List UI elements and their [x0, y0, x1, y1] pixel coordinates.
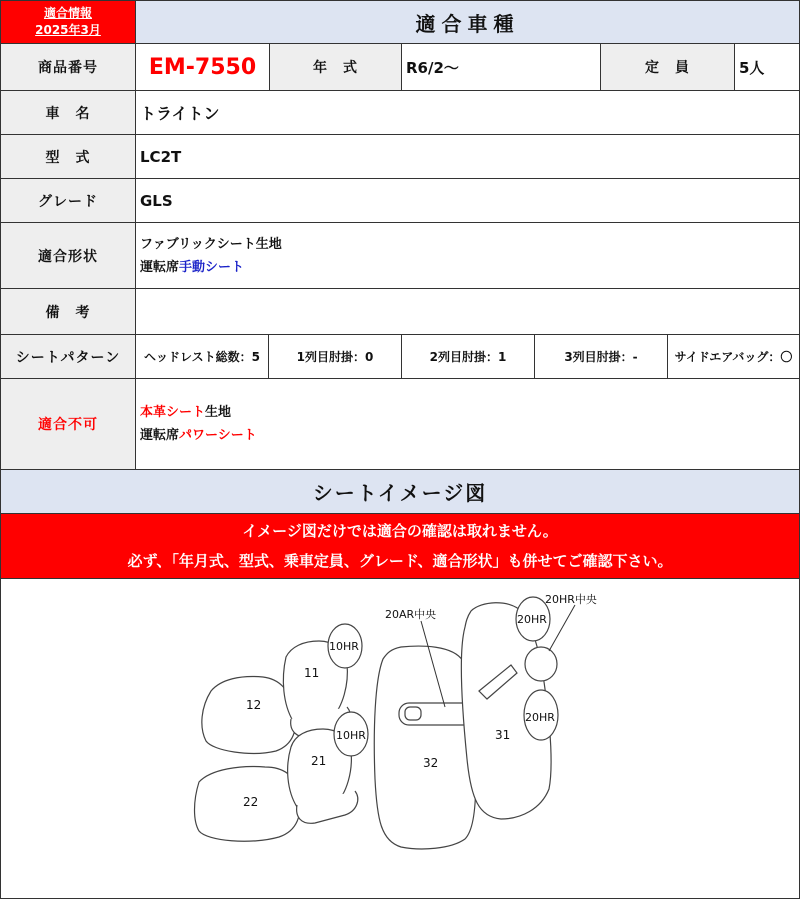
unfit-value: [135, 378, 800, 470]
badge-date: 2025年3月: [35, 23, 101, 37]
year-value: R6/2～: [401, 43, 601, 91]
label-11: 11: [304, 666, 320, 680]
label-20hr-right: 20HR: [525, 711, 555, 724]
fitment-info-badge: [0, 0, 136, 44]
model-value: LC2T: [135, 134, 800, 179]
fit-shape-manual: 手動シート: [179, 259, 245, 275]
armrest-cup-holder: [405, 707, 421, 720]
side-airbag: サイドエアバッグ：〇: [667, 334, 800, 379]
year-label: 年 式: [269, 43, 402, 91]
notes-label: 備 考: [0, 288, 136, 335]
fit-shape-seat: 運転席: [140, 259, 180, 275]
seat-diagram-svg: [1, 579, 800, 900]
unfit-line2: [140, 424, 257, 447]
unfit-power: パワーシート: [179, 428, 257, 443]
product-code: EM-7550: [135, 43, 270, 91]
badge-title: 適合情報: [43, 6, 92, 20]
fit-shape-value: [135, 222, 800, 289]
row2-armrest: 2列目肘掛：1: [401, 334, 535, 379]
model-label: 型 式: [0, 134, 136, 179]
seat-32: [374, 646, 475, 849]
fit-shape-line1: ファブリックシート生地: [140, 236, 282, 252]
car-name-label: 車 名: [0, 90, 136, 135]
callout-20ar: 20AR中央: [385, 608, 437, 621]
row3-armrest: 3列目肘掛：-: [534, 334, 668, 379]
warning-line2: 必ず、「年月式、型式、乗車定員、グレード、適合形状」も併せてご確認下さい。: [127, 552, 673, 570]
grade-label: グレード: [0, 178, 136, 223]
unfit-line1: [140, 401, 231, 424]
unfit-seat: 運転席: [140, 428, 180, 443]
unfit-fabric-suffix: 生地: [205, 405, 232, 420]
warning-line1: イメージ図だけでは適合の確認は取れません。: [242, 522, 558, 540]
row1-armrest: 1列目肘掛：0: [268, 334, 402, 379]
callout-20hr-center: 20HR中央: [545, 593, 597, 606]
fit-shape-label: 適合形状: [0, 222, 136, 289]
label-12: 12: [246, 698, 262, 712]
unfit-label: 適合不可: [0, 378, 136, 470]
seat-pattern-label: シートパターン: [0, 334, 136, 379]
capacity-value: 5人: [734, 43, 800, 91]
callout-line-hr: [549, 605, 575, 651]
car-name-value: トライトン: [135, 90, 800, 135]
label-10hr-rear: 10HR: [336, 729, 366, 742]
seat-image-title: シートイメージ図: [0, 469, 800, 514]
label-31: 31: [495, 728, 511, 742]
label-10hr-front: 10HR: [329, 640, 359, 653]
grade-value: GLS: [135, 178, 800, 223]
label-32: 32: [423, 756, 439, 770]
headrest-20hr-center: [525, 647, 557, 681]
fit-shape-line2: [140, 256, 244, 279]
header-title: 適合車種: [135, 0, 800, 44]
capacity-label: 定 員: [600, 43, 735, 91]
warning-banner: [0, 513, 800, 579]
product-code-label: 商品番号: [0, 43, 136, 91]
label-20hr-top: 20HR: [517, 613, 547, 626]
unfit-leather: 本革シート: [140, 405, 206, 420]
seat-diagram: [0, 578, 800, 899]
seat-12: [202, 677, 296, 754]
notes-value: [135, 288, 800, 335]
label-22: 22: [243, 795, 259, 809]
label-21: 21: [311, 754, 327, 768]
headrest-total: ヘッドレスト総数：5: [135, 334, 269, 379]
